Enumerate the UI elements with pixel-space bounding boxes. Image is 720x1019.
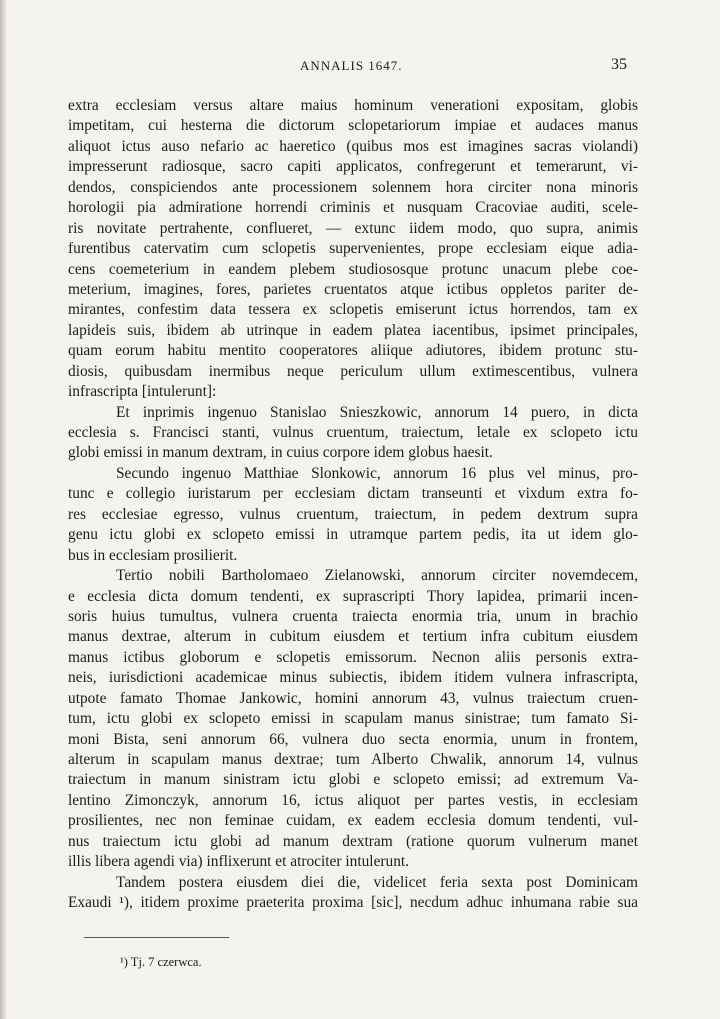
text-line: impetitam, cui hesterna die dictorum sclopetariorum impiae et audaces manus — [68, 117, 638, 135]
text-line: alterum in scapulam manus dextrae; tum Alberto Chwalik, annorum 14, vulnus — [68, 751, 638, 768]
text-line: horologii pia admiratione horrendi criminis et nusquam Cracoviae auditi, scele- — [68, 199, 638, 217]
page-number: 35 — [611, 56, 627, 73]
text-line: res ecclesiae egresso, vulnus cruentum, traiectum, in pedem dextrum supra — [68, 505, 638, 523]
body-text — [68, 96, 638, 914]
text-line: lapideis suis, ibidem ab utrinque in eadem platea iacentibus, ipsimet principales, — [68, 321, 638, 339]
text-line: neis, iurisdictioni academicae minus subiectis, ibidem itidem vulnera infrascripta, — [68, 669, 638, 687]
text-line: Tandem postera eiusdem diei die, videlicet feria sexta post Dominicam — [116, 873, 638, 891]
text-line: prosilientes, nec non feminae cuidam, ex eadem ecclesia domum tendenti, vul- — [68, 812, 638, 830]
text-line: nus traiectum ictu globi ad manum dextram (ratione quorum vulnerum manet — [68, 832, 638, 850]
footnote-divider — [84, 937, 229, 938]
text-line: manus ictibus globorum e sclopetis emissorum. Necnon aliis personis extra- — [68, 648, 638, 666]
text-line: moni Bista, seni annorum 66, vulnera duo secta enormia, unum in frontem, — [68, 730, 638, 748]
text-line: e ecclesia dicta domum tendenti, ex suprascripti Thory lapidea, primarii incen- — [68, 587, 638, 605]
text-line: cens coemeterium in eandem plebem studiososque protunc unacum plebe coe- — [68, 260, 638, 278]
text-line: impresserunt radiosque, sacro capiti applicatos, confregerunt et temerarunt, vi- — [68, 158, 638, 176]
running-head: ANNALIS 1647. — [300, 58, 403, 73]
text-line: traiectum in manum sinistram ictu globi e sclopeto emissi; ad extremum Va- — [68, 771, 638, 789]
text-line: Et inprimis ingenuo Stanislao Snieszkowic, annorum 14 puero, in dicta — [116, 403, 638, 421]
text-line: utpote famato Thomae Jankowic, homini annorum 43, vulnus traiectum cruen- — [68, 689, 638, 707]
text-line: aliquot ictus auso nefario ac haeretico (quibus mos est imagines sacras violandi) — [68, 137, 638, 155]
text-line: dendos, conspiciendos ante processionem solennem hora circiter nona minoris — [68, 178, 638, 196]
text-line: tunc e collegio iuristarum per ecclesiam dictam transeunti et vixdum extra fo- — [68, 485, 638, 503]
text-line: manus dextrae, alterum in cubitum eiusdem et tertium infra cubitum eiusdem — [68, 628, 638, 646]
text-line: infrascripta [intulerunt]: — [68, 383, 217, 401]
text-line: ecclesia s. Francisci stanti, vulnus cruentum, traiectum, letale ex sclopeto ictu — [68, 424, 638, 441]
text-line: globi emissi in manum dextram, in cuius corpore idem globus haesit. — [68, 444, 493, 462]
footnote: ¹) Tj. 7 czerwca. — [120, 955, 202, 969]
text-line: genu ictu globi ex sclopeto emissi in utramque partem pedis, ita ut idem glo- — [68, 526, 638, 544]
text-line: Secundo ingenuo Matthiae Slonkowic, annorum 16 plus vel minus, pro- — [116, 464, 638, 482]
text-line: lentino Zimonczyk, annorum 16, ictus aliquot per partes vestis, in ecclesiam — [68, 791, 638, 809]
text-line: diosis, quibusdam inermibus neque periculum ullum extimescentibus, vulnera — [68, 362, 638, 380]
text-line: illis libera agendi via) inflixerunt et atrociter intulerunt. — [68, 853, 410, 871]
text-line: quam eorum habitu mentito cooperatores aliique adiutores, ibidem protunc stu- — [68, 342, 638, 360]
text-line: Tertio nobili Bartholomaeo Zielanowski, annorum circiter novemdecem, — [116, 567, 638, 585]
text-line: extra ecclesiam versus altare maius hominum venerationi expositam, globis — [68, 97, 638, 114]
page-header — [0, 58, 720, 80]
text-line: ris novitate pertrahente, conflueret, — extunc iidem modo, quo supra, animis — [68, 219, 638, 237]
text-line: tum, ictu globi ex sclopeto emissi in scapulam manus sinistrae; tum famato Si- — [68, 710, 638, 728]
text-line: mirantes, confestim data tessera ex sclopetis emiserunt ictus horrendos, tam ex — [68, 301, 638, 319]
text-line: soris huius tumultus, vulnera cruenta traiecta enormia tria, unum in brachio — [68, 607, 638, 625]
text-line: Exaudi ¹), itidem proxime praeterita proxima [sic], necdum adhuc inhumana rabie sua — [68, 894, 638, 912]
text-line: bus in ecclesiam prosilierit. — [68, 546, 238, 564]
text-line: meterium, imagines, fores, parietes cruentatos atque ictibus oppletos pariter de- — [68, 280, 638, 298]
text-line: furentibus catervatim cum sclopetis supervenientes, prope ecclesiam eique adia- — [68, 240, 638, 258]
page-edge — [0, 0, 6, 1019]
